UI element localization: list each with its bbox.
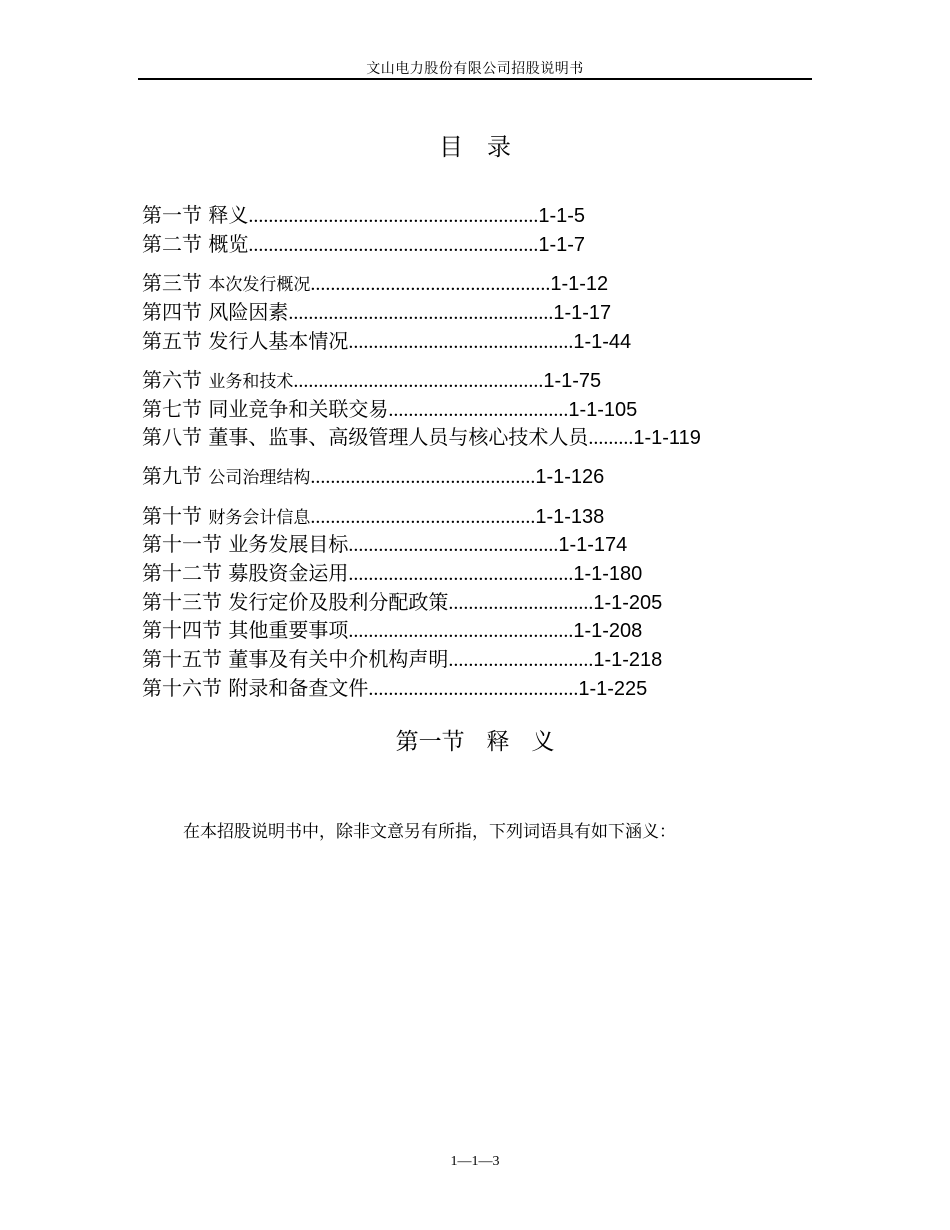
toc-entry-section: 第七节: [142, 397, 202, 421]
toc-entry-section: 第三节: [142, 271, 202, 295]
toc-entry-leader: ....................................: [388, 399, 569, 421]
toc-entry-title: 发行人基本情况: [208, 329, 349, 353]
toc-entry-section: 第九节: [142, 464, 202, 488]
toc-entry-title: 董事及有关中介机构声明: [228, 647, 449, 671]
toc-entry-title: 风险因素: [208, 300, 289, 324]
toc-entry-title: 发行定价及股利分配政策: [228, 590, 449, 614]
toc-entry[interactable]: [142, 464, 604, 488]
toc-entry[interactable]: [142, 203, 585, 227]
toc-entry-leader: .........: [588, 427, 634, 449]
toc-entry-leader: .............................................: [348, 620, 574, 642]
toc-entry-title: 募股资金运用: [228, 561, 349, 585]
toc-entry-leader: ..................................................: [293, 370, 544, 392]
toc-entry-section: 第二节: [142, 232, 202, 256]
toc-entry-leader: .............................................: [348, 563, 574, 585]
toc-entry-page: 1-1-105: [568, 399, 638, 421]
toc-entry-section: 第十一节: [142, 532, 222, 556]
toc-entry-section: 第六节: [142, 368, 202, 392]
toc-entry-section: 第十五节: [142, 647, 222, 671]
toc-entry-title: 本次发行概况: [208, 275, 311, 295]
toc-entry-page: 1-1-208: [573, 620, 643, 642]
toc-entry[interactable]: [142, 232, 585, 256]
toc-entry-title: 业务发展目标: [228, 532, 349, 556]
toc-entry-title: 附录和备查文件: [228, 676, 369, 700]
toc-entry-leader: .............................................: [348, 331, 574, 353]
toc-entry-leader: ..........................................: [368, 678, 579, 700]
toc-entry-page: 1-1-17: [553, 302, 612, 324]
toc-entry-leader: ..........................................: [348, 534, 559, 556]
toc-entry[interactable]: [142, 300, 611, 324]
toc-entry-page: 1-1-174: [558, 534, 628, 556]
toc-title-char-2: 录: [487, 133, 511, 161]
toc-title-char-1: 目: [439, 133, 463, 161]
toc-entry-page: 1-1-12: [550, 273, 609, 295]
toc-entry[interactable]: [142, 532, 627, 556]
toc-entry-page: 1-1-7: [538, 234, 586, 256]
toc-entry-page: 1-1-126: [535, 466, 605, 488]
toc-entry[interactable]: [142, 590, 662, 614]
toc-entry-leader: .............................: [448, 649, 594, 671]
toc-title: [0, 127, 950, 162]
toc-entry-page: 1-1-5: [538, 205, 586, 227]
intro-paragraph: 在本招股说明书中，除非文意另有所指，下列词语具有如下涵义：: [183, 822, 676, 842]
toc-entry[interactable]: [142, 397, 637, 421]
toc-entry-title: 同业竞争和关联交易: [208, 397, 389, 421]
toc-entry-leader: .............................: [448, 592, 594, 614]
toc-entry[interactable]: [142, 618, 642, 642]
toc-entry-section: 第八节: [142, 425, 202, 449]
toc-entry[interactable]: [142, 271, 608, 295]
toc-entry[interactable]: [142, 329, 631, 353]
toc-entry[interactable]: [142, 504, 604, 528]
toc-entry-leader: .............................................: [310, 506, 536, 528]
toc-entry-section: 第十二节: [142, 561, 222, 585]
toc-entry-section: 第十三节: [142, 590, 222, 614]
toc-entry[interactable]: [142, 561, 642, 585]
toc-entry-title: 财务会计信息: [208, 508, 311, 528]
toc-entry-leader: .....................................................: [288, 302, 554, 324]
toc-entry-section: 第一节: [142, 203, 202, 227]
page-number: 1—1—3: [450, 1154, 500, 1169]
toc-entry-page: 1-1-180: [573, 563, 643, 585]
toc-entry-title: 其他重要事项: [228, 618, 349, 642]
toc-entry-section: 第五节: [142, 329, 202, 353]
toc-entry-page: 1-1-138: [535, 506, 605, 528]
toc-entry-leader: ..........................................................: [248, 234, 539, 256]
toc-entry-leader: ................................................: [310, 273, 551, 295]
toc-entry-page: 1-1-119: [633, 427, 701, 449]
toc-entry-leader: .............................................: [310, 466, 536, 488]
toc-entry-page: 1-1-218: [593, 649, 663, 671]
running-header: 文山电力股份有限公司招股说明书: [366, 61, 584, 77]
toc-entry-leader: ..........................................................: [248, 205, 539, 227]
header-divider: [138, 78, 812, 80]
toc-entry[interactable]: [142, 676, 647, 700]
toc-entry-title: 董事、监事、高级管理人员与核心技术人员: [208, 425, 589, 449]
toc-entry-section: 第四节: [142, 300, 202, 324]
toc-entry-page: 1-1-225: [578, 678, 648, 700]
toc-entry[interactable]: [142, 368, 601, 392]
toc-entry-section: 第十四节: [142, 618, 222, 642]
toc-entry-title: 概览: [208, 232, 249, 256]
toc-entry-section: 第十节: [142, 504, 202, 528]
toc-entry-title: 释义: [208, 203, 249, 227]
toc-entry-section: 第十六节: [142, 676, 222, 700]
toc-entry-page: 1-1-205: [593, 592, 663, 614]
toc-entry[interactable]: [142, 425, 701, 449]
toc-entry-title: 业务和技术: [208, 372, 294, 392]
toc-entry-page: 1-1-44: [573, 331, 632, 353]
section-heading: 第一节 释 义: [395, 729, 555, 755]
toc-entry-title: 公司治理结构: [208, 468, 311, 488]
toc-entry-page: 1-1-75: [543, 370, 602, 392]
toc-entry[interactable]: [142, 647, 662, 671]
